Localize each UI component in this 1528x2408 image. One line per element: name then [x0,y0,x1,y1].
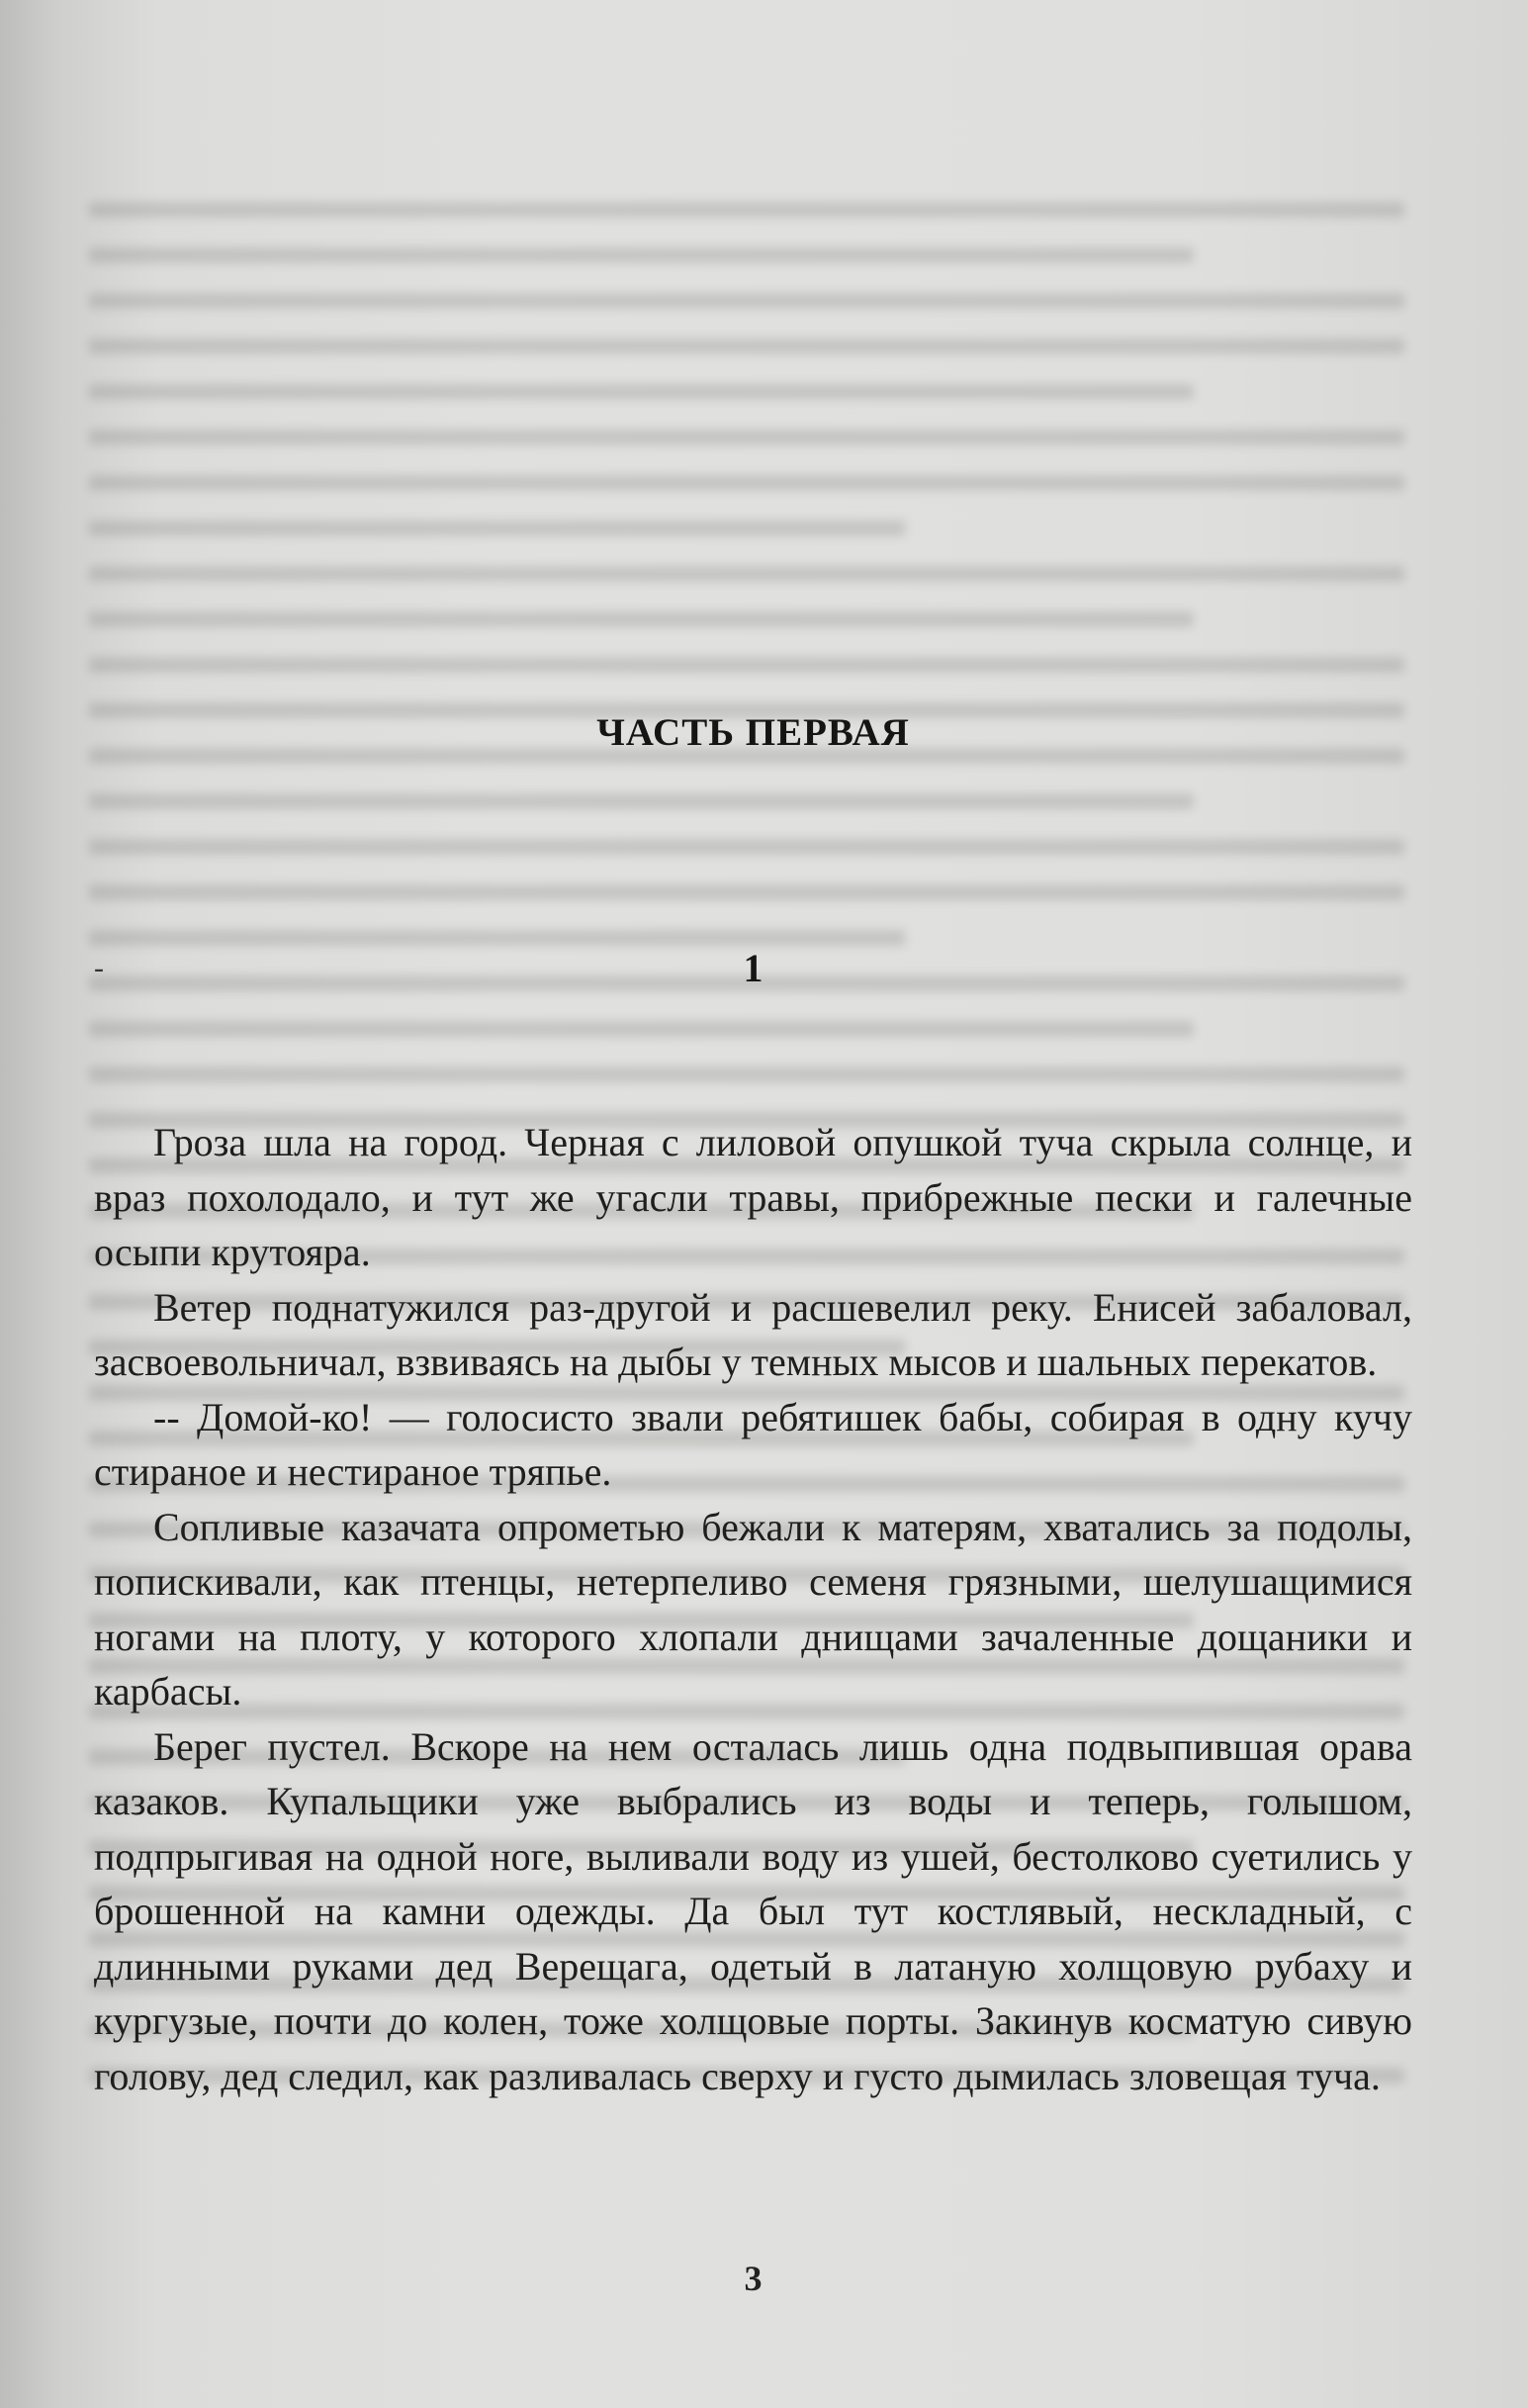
paragraph: Берег пустел. Вскоре на нем осталась лишь одна подвыпившая орава казаков. Купальщики уже выбрались из воды и теперь, голышом, подпрыгивая на одной ноге, выливали воду из ушей, бестолково суетились у брошенной на камни одежды. Да был тут костлявый, нескладный, с длинными руками дед Верещага, одетый в латаную холщовую рубаху и кургузые, почти до колен, тоже холщовые порты. Закинув косматую сивую голову, дед следил, как разливалась сверху и густо дымилась зловещая туча. [94,1723,1412,2098]
page-number: 3 [744,2259,763,2298]
chapter-number: 1 [743,946,764,990]
bleed-through-header [89,139,1404,172]
paragraph: -- Домой-ко! — голосисто звали ребятишек бабы, собирая в одну кучу стираное и нестираное тряпье. [94,1394,1412,1494]
part-title: ЧАСТЬ ПЕРВАЯ [596,711,910,754]
chapter-body [94,1115,1412,2103]
margin-mark: - [94,952,104,984]
paragraph: Сопливые казачата опрометью бежали к матерям, хватались за подолы, попискивали, как птенцы, нетерпеливо семеня грязными, шелушащимися ногами на плоту, у которого хлопали днищами зачаленные дощаники и карбасы. [94,1504,1412,1713]
paragraph: Гроза шла на город. Черная с лиловой опушкой туча скрыла солнце, и враз похолодало, и тут же угасли травы, прибрежные пески и галечные осыпи крутояра. [94,1120,1412,1274]
paragraph: Ветер поднатужился раз-другой и расшевелил реку. Енисей забаловал, засвоевольничал, взвиваясь на дыбы у темных мысов и шальных перекатов. [94,1284,1412,1384]
